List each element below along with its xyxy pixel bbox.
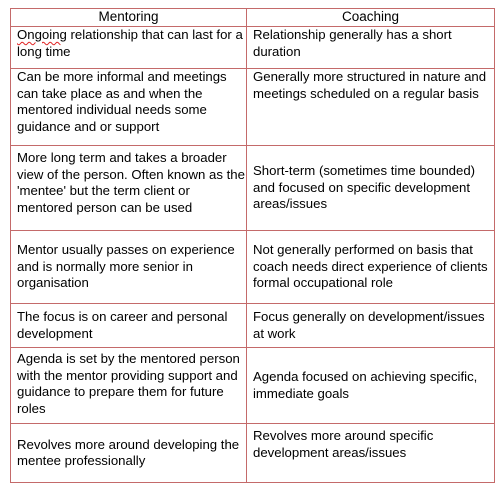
coaching-cell <box>247 304 495 348</box>
coaching-text: Generally more structured in nature and meetings scheduled on a regular basis <box>253 69 487 101</box>
mentoring-text: Mentor usually passes on experience and is normally more senior in organisation <box>17 242 235 291</box>
coaching-cell <box>247 27 495 69</box>
mentoring-text: Ongoing relationship that can last for a long time <box>17 27 243 59</box>
header-row <box>11 9 495 27</box>
coaching-text: Agenda focused on achieving specific, immediate goals <box>253 369 478 401</box>
table-row <box>11 424 495 483</box>
mentoring-cell <box>11 424 247 483</box>
table-row <box>11 27 495 69</box>
mentoring-cell <box>11 348 247 424</box>
mentoring-cell <box>11 69 247 146</box>
coaching-text: Relationship generally has a short duration <box>253 27 452 59</box>
table-row <box>11 146 495 231</box>
mentoring-cell <box>11 304 247 348</box>
coaching-text: Revolves more around specific development areas/issues <box>253 428 434 460</box>
header-coaching: Coaching <box>247 9 495 27</box>
coaching-cell <box>247 69 495 146</box>
header-mentoring: Mentoring <box>11 9 247 27</box>
table-row <box>11 348 495 424</box>
spellcheck-flagged-word: Ongoing <box>17 27 67 42</box>
coaching-cell <box>247 231 495 304</box>
coaching-cell <box>247 424 495 483</box>
coaching-cell <box>247 146 495 231</box>
coaching-cell <box>247 348 495 424</box>
table-row <box>11 304 495 348</box>
mentoring-text: More long term and takes a broader view of the person. Often known as the 'mentee' but the term client or mentored person can be used <box>17 150 245 215</box>
table-row <box>11 231 495 304</box>
mentoring-text: Agenda is set by the mentored person with the mentor providing support and guidance to prepare them for future roles <box>17 351 240 416</box>
coaching-text: Not generally performed on basis that coach needs direct experience of clients formal occupational role <box>253 242 488 291</box>
mentoring-text: The focus is on career and personal development <box>17 309 228 341</box>
mentoring-cell <box>11 146 247 231</box>
mentoring-text: Can be more informal and meetings can take place as and when the mentored individual needs some guidance and or support <box>17 69 227 134</box>
mentoring-text: Revolves more around developing the mentee professionally <box>17 436 240 468</box>
coaching-text: Short-term (sometimes time bounded) and focused on specific development areas/issues <box>253 163 476 212</box>
mentoring-cell <box>11 27 247 69</box>
coaching-text: Focus generally on development/issues at work <box>253 309 485 341</box>
comparison-table <box>10 8 495 483</box>
mentoring-cell <box>11 231 247 304</box>
table-row <box>11 69 495 146</box>
